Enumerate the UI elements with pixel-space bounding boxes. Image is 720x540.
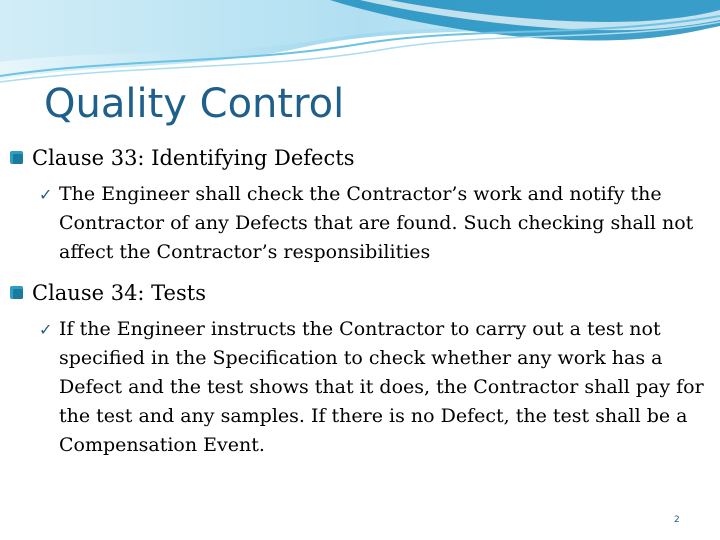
square-bullet-icon	[10, 151, 23, 164]
sub-bullet-clause-33	[10, 180, 714, 267]
checkmark-icon: ✓	[39, 185, 53, 204]
wave-header-decoration	[0, 0, 720, 90]
bullet-clause-34	[10, 277, 714, 309]
slide-title: Quality Control	[44, 81, 345, 127]
bullet-clause-33	[10, 142, 714, 174]
bullet-text: Clause 34: Tests	[32, 281, 206, 305]
bullet-list	[10, 142, 714, 470]
bullet-text: Clause 33: Identifying Defects	[32, 146, 355, 170]
page-number: 2	[674, 515, 680, 525]
sub-bullet-text: If the Engineer instructs the Contractor to carry out a test not specified in the Specification to check whether any work has a Defect and the test shows that it does, the Contractor shall pay for the test and any samples. If there is no Defect, the test shall be a Compensation Event.	[59, 318, 704, 456]
checkmark-icon: ✓	[39, 320, 53, 339]
sub-bullet-clause-34	[10, 315, 714, 460]
sub-bullet-text: The Engineer shall check the Contractor’s work and notify the Contractor of any Defects that are found. Such checking shall not affect the Contractor’s responsibilities	[59, 183, 694, 263]
square-bullet-icon	[10, 286, 23, 299]
